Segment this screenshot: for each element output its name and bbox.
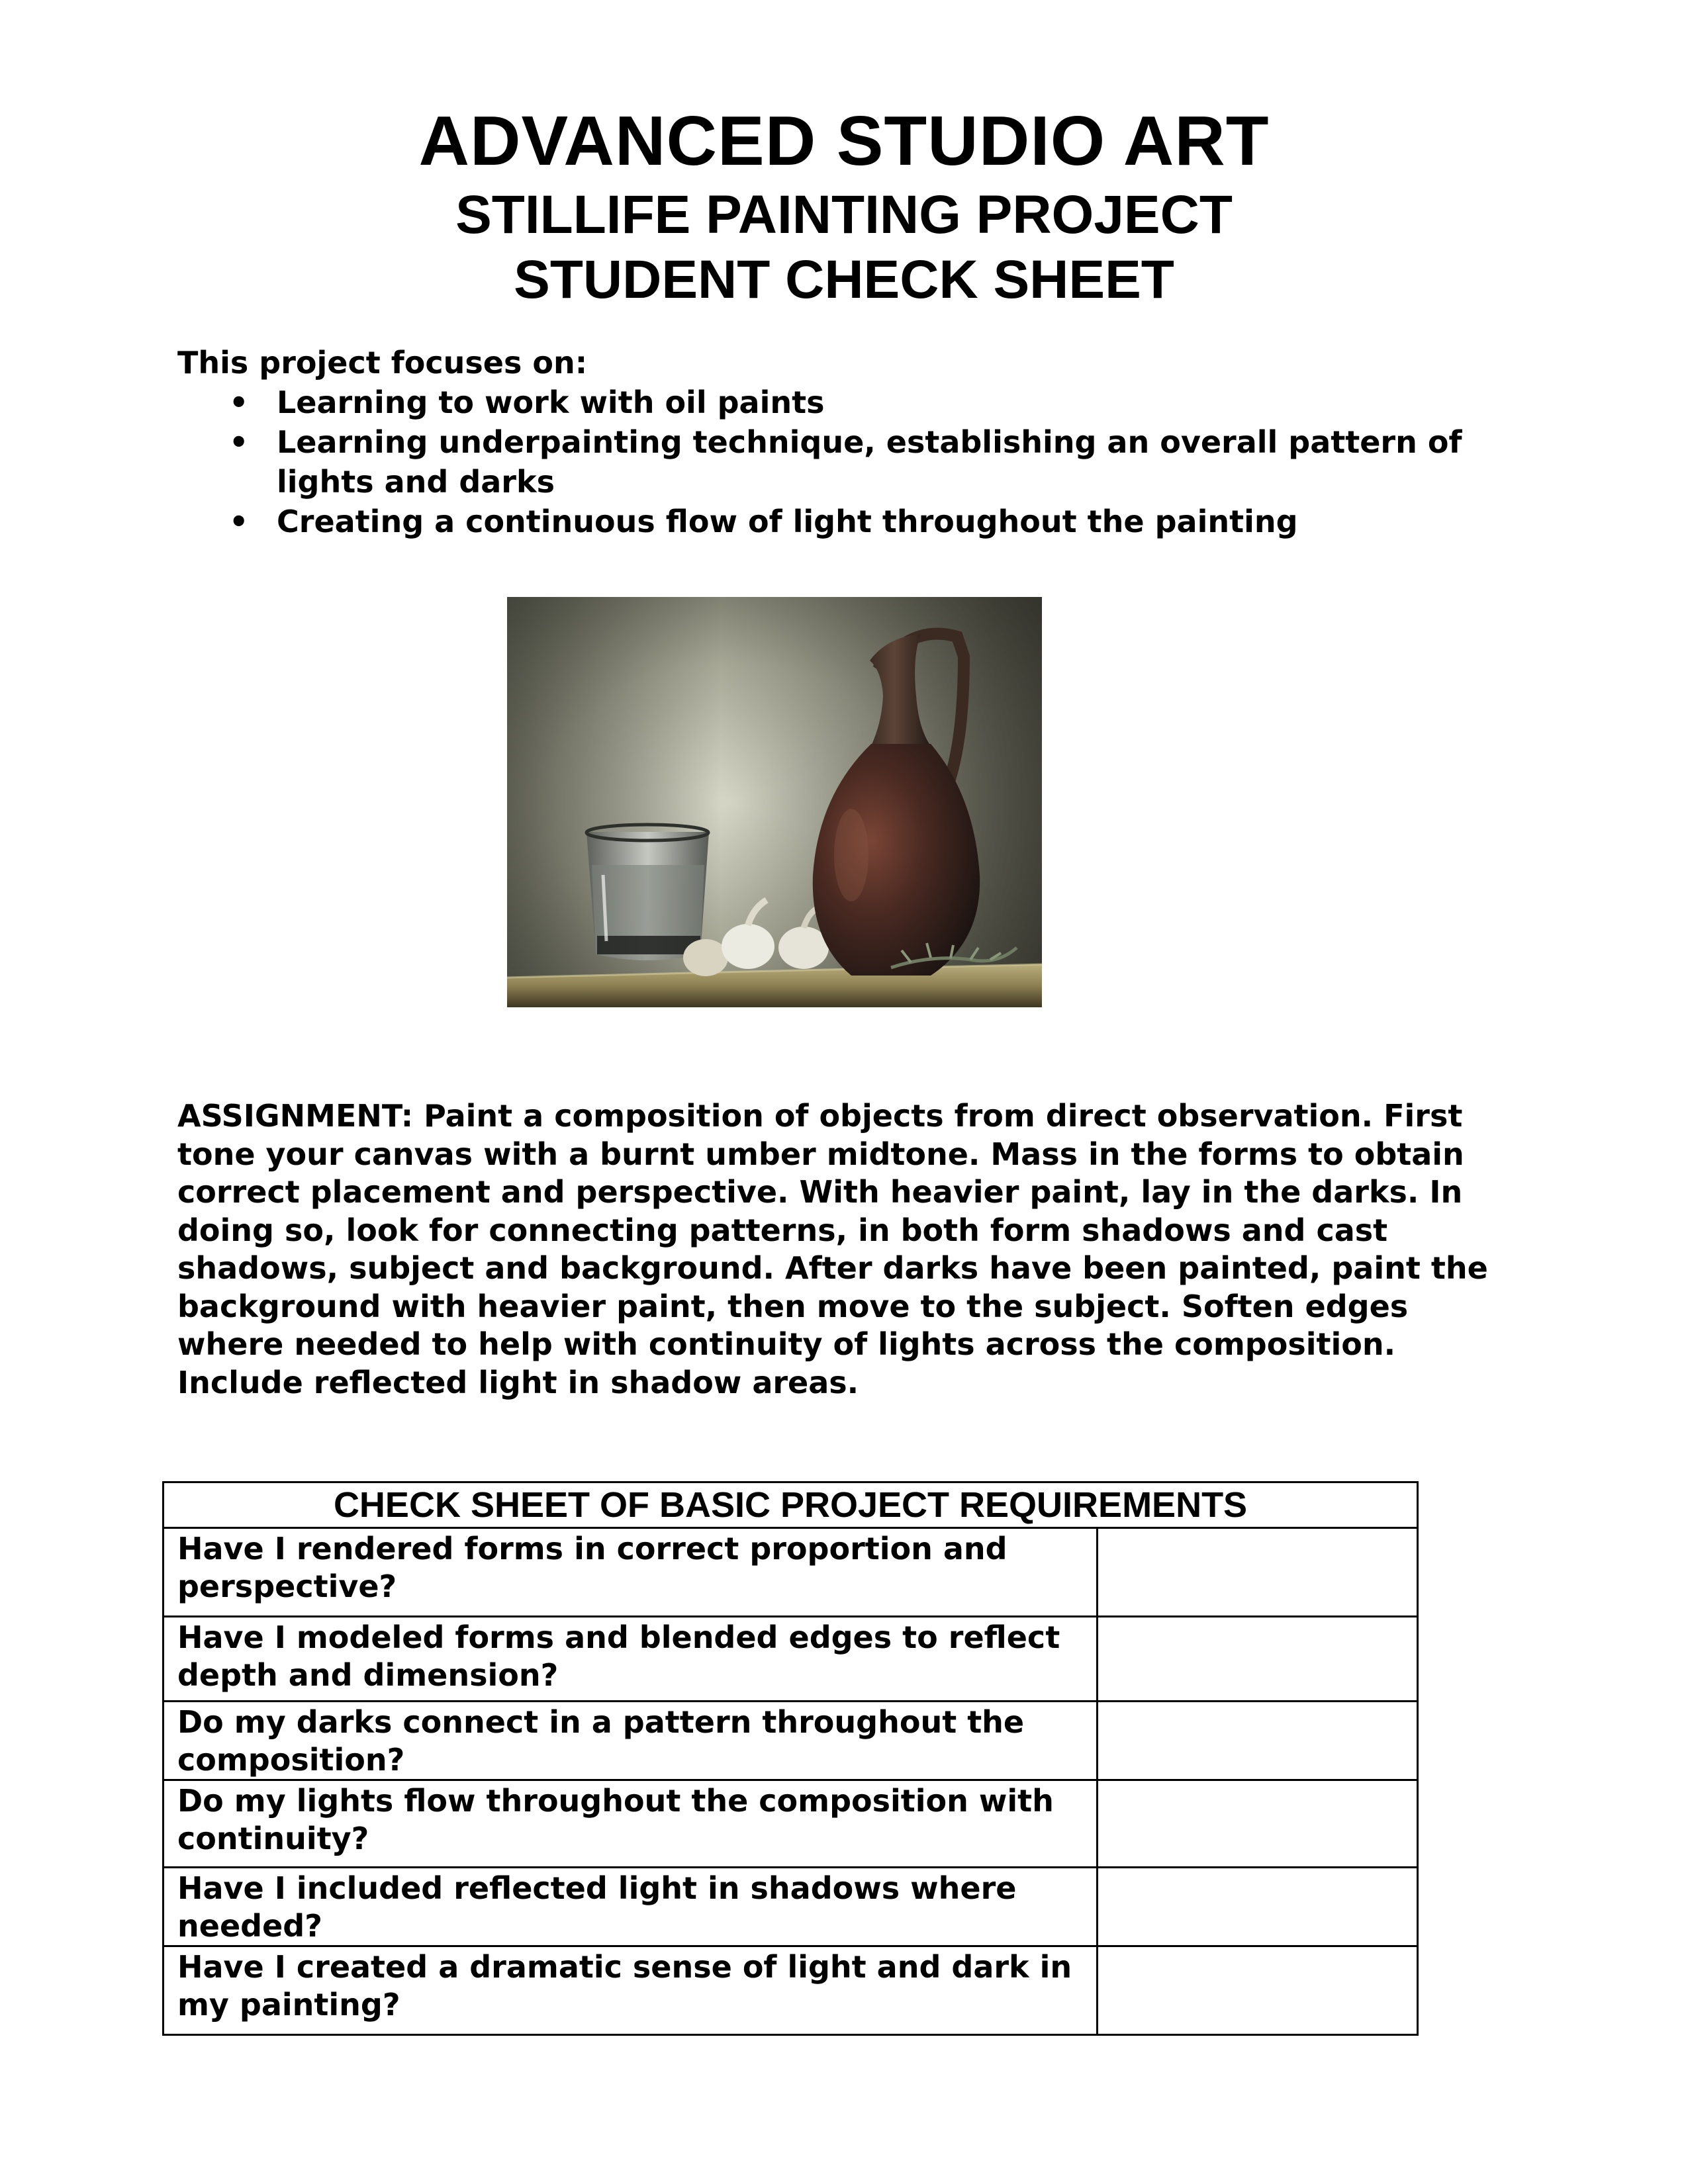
check-box-cell[interactable] bbox=[1098, 1617, 1418, 1702]
table-row bbox=[164, 1702, 1418, 1780]
focus-item-text: Learning to work with oil paints bbox=[277, 385, 825, 420]
requirement-text: Do my darks connect in a pattern throughout the composition? bbox=[164, 1702, 1098, 1780]
bullet-icon: • bbox=[229, 385, 249, 420]
check-box-cell[interactable] bbox=[1098, 1528, 1418, 1617]
check-sheet-heading: CHECK SHEET OF BASIC PROJECT REQUIREMENTS bbox=[164, 1482, 1418, 1528]
list-item bbox=[177, 502, 1541, 541]
table-row bbox=[164, 1868, 1418, 1946]
requirement-text: Have I rendered forms in correct proportion and perspective? bbox=[164, 1528, 1098, 1617]
check-box-cell[interactable] bbox=[1098, 1946, 1418, 2035]
page-title: ADVANCED STUDIO ART bbox=[418, 102, 1270, 180]
requirement-text: Have I modeled forms and blended edges to reflect depth and dimension? bbox=[164, 1617, 1098, 1702]
title-block bbox=[0, 99, 1688, 312]
bullet-icon: • bbox=[229, 504, 249, 539]
check-box-cell[interactable] bbox=[1098, 1868, 1418, 1946]
table-row bbox=[164, 1528, 1418, 1617]
check-sheet-table bbox=[162, 1481, 1419, 2036]
table-header-row bbox=[164, 1482, 1418, 1528]
requirement-text: Do my lights flow throughout the composition with continuity? bbox=[164, 1780, 1098, 1868]
focus-intro: This project focuses on: bbox=[177, 345, 588, 381]
still-life-painting bbox=[507, 597, 1042, 1007]
requirement-text: Have I included reflected light in shadows where needed? bbox=[164, 1868, 1098, 1946]
list-item bbox=[177, 422, 1541, 502]
focus-item-text: Learning underpainting technique, establishing an overall pattern of lights and darks bbox=[277, 424, 1462, 500]
check-box-cell[interactable] bbox=[1098, 1702, 1418, 1780]
sheet-subtitle: STUDENT CHECK SHEET bbox=[514, 250, 1174, 310]
list-item bbox=[177, 383, 1541, 422]
table-row bbox=[164, 1617, 1418, 1702]
requirement-text: Have I created a dramatic sense of light and dark in my painting? bbox=[164, 1946, 1098, 2035]
focus-section bbox=[177, 343, 1501, 541]
focus-list bbox=[177, 383, 1501, 541]
check-box-cell[interactable] bbox=[1098, 1780, 1418, 1868]
table-row bbox=[164, 1946, 1418, 2035]
table-row bbox=[164, 1780, 1418, 1868]
focus-item-text: Creating a continuous flow of light throughout the painting bbox=[277, 504, 1298, 539]
project-subtitle: STILLIFE PAINTING PROJECT bbox=[455, 185, 1233, 245]
still-life-painting-image bbox=[507, 597, 1042, 1007]
bullet-icon: • bbox=[229, 424, 249, 460]
assignment-text: ASSIGNMENT: Paint a composition of objects from direct observation. First tone your canvas with a burnt umber midtone. Mass in the forms to obtain correct placement and perspective. With heavier paint, lay in the darks. In doing so, look for connecting patterns, in both form shadows and cast shadows, subject and background. After darks have been painted, paint the background with heavier paint, then move to the subject. Soften edges where needed to help with continuity of lights across the composition. Include reflected light in shadow areas. bbox=[177, 1098, 1488, 1400]
